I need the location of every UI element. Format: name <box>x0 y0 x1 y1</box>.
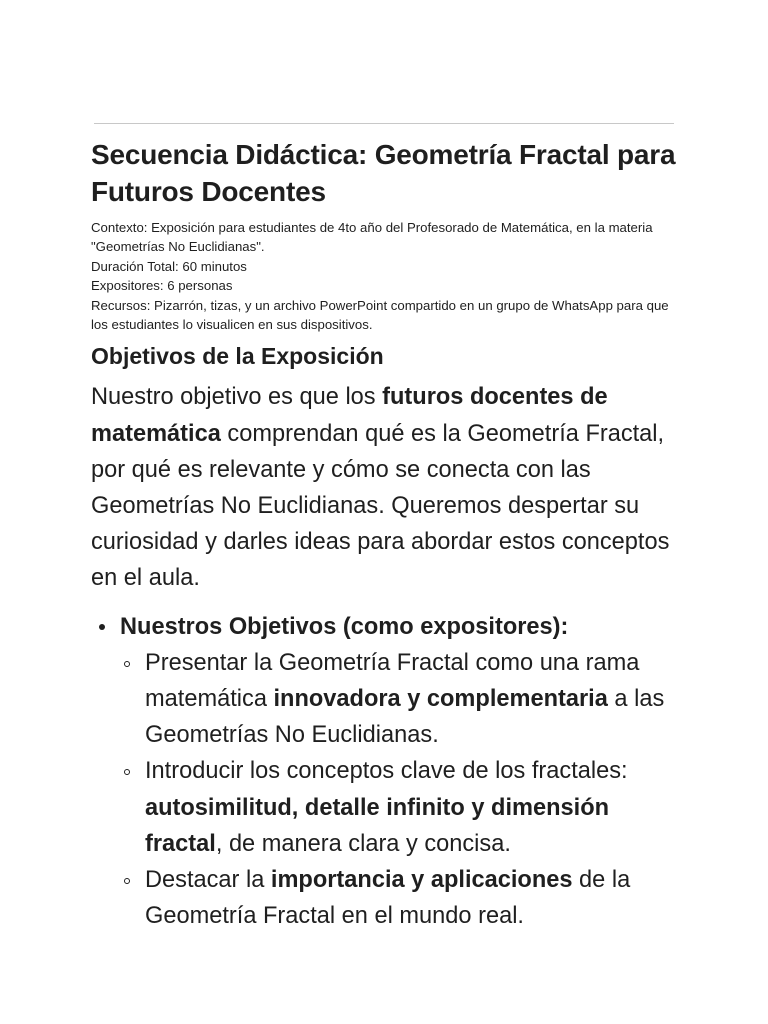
item-text: de la Geometría Fractal en el mundo real. <box>145 867 631 930</box>
bullet-circle-icon <box>124 769 130 775</box>
item-text: Introducir los conceptos clave de los fractales: <box>145 758 628 785</box>
intro-text-1: Nuestro objetivo es que los <box>91 384 383 411</box>
objectives-sublist <box>120 645 681 935</box>
list-item <box>120 862 681 934</box>
bullet-circle-icon <box>124 878 130 884</box>
intro-text-2: comprendan qué es la Geometría Fractal, por qué es relevante y cómo se conecta con las Geometrías No Euclidianas. Queremos despertar su curiosidad y darles ideas para abordar estos conceptos en el aula. <box>91 420 670 592</box>
objectives-heading: Nuestros Objetivos (como expositores): <box>120 613 569 640</box>
bullet-circle-icon <box>124 661 130 667</box>
bullet-disc-icon <box>99 624 105 630</box>
list-item <box>120 645 681 754</box>
objectives-list <box>91 609 681 935</box>
top-divider <box>94 123 674 124</box>
document-page <box>91 136 681 934</box>
duration-line: Duración Total: 60 minutos <box>91 258 247 274</box>
document-title: Secuencia Didáctica: Geometría Fractal para Futuros Docentes <box>91 139 676 207</box>
section-heading: Objetivos de la Exposición <box>91 343 384 370</box>
item-text: , de manera clara y concisa. <box>215 830 511 857</box>
list-item <box>120 753 681 862</box>
intro-bold-1: futuros docentes de matemática <box>91 384 608 447</box>
intro-paragraph <box>91 379 681 596</box>
resources-line: Recursos: Pizarrón, tizas, y un archivo PowerPoint compartido en un grupo de WhatsApp para que los estudiantes lo visualicen en sus dispositivos. <box>91 297 669 333</box>
item-text: Presentar la Geometría Fractal como una rama matemática <box>145 649 640 713</box>
list-item <box>91 609 681 935</box>
presenters-line: Expositores: 6 personas <box>91 278 233 294</box>
context-line: Contexto: Exposición para estudiantes de 4to año del Profesorado de Matemática, en la materia "Geometrías No Euclidianas". <box>91 220 653 255</box>
item-text: a las Geometrías No Euclidianas. <box>145 686 665 749</box>
item-text: Destacar la <box>145 867 271 894</box>
item-bold: importancia y aplicaciones <box>270 867 573 894</box>
item-bold: autosimilitud, detalle infinito y dimensión fractal <box>145 794 610 857</box>
context-block <box>91 218 681 334</box>
item-bold: innovadora y complementaria <box>273 686 608 713</box>
